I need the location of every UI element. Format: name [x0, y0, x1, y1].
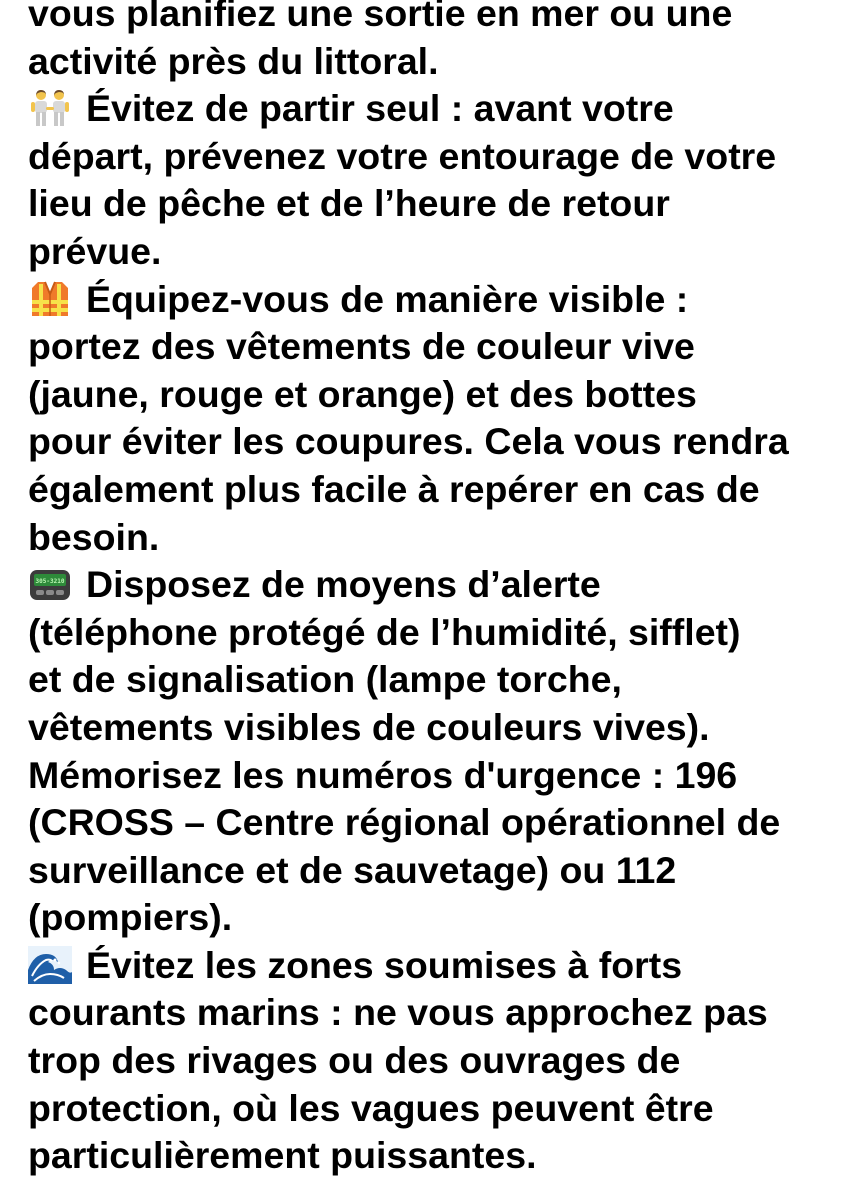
text-line: Mémorisez les numéros d'urgence : 196 — [28, 753, 738, 796]
text-line: portez des vêtements de couleur vive — [28, 325, 695, 368]
text-line: prévue. — [28, 229, 162, 272]
text-line: pour éviter les coupures. Cela vous rendra — [28, 420, 789, 463]
text-line-with-icon: Évitez les zones soumises à forts — [28, 942, 828, 990]
text-line: lieu de pêche et de l’heure de retour — [28, 182, 670, 225]
text-line-with-icon: 305-3210 Disposez de moyens d’alerte — [28, 561, 828, 609]
text-line: besoin. — [28, 515, 160, 558]
pager-display-text: 305-3210 — [35, 578, 65, 586]
text-line: trop des rivages ou des ouvrages de — [28, 1039, 681, 1082]
text-line-with-icon: Évitez de partir seul : avant votre — [28, 85, 828, 133]
text-line: particulièrement puissantes. — [28, 1134, 537, 1177]
text-line: (pompiers). — [28, 896, 233, 939]
safety-vest-icon — [28, 280, 72, 318]
message-text-block — [28, 0, 828, 1180]
two-people-holding-hands-icon — [28, 89, 72, 127]
text-line: (jaune, rouge et orange) et des bottes — [28, 372, 697, 415]
pager-icon — [28, 565, 72, 603]
text-line: également plus facile à repérer en cas de — [28, 467, 760, 510]
text-line: et de signalisation (lampe torche, — [28, 658, 622, 701]
text-line: protection, où les vagues peuvent être — [28, 1086, 714, 1129]
text-line: vous planifiez une sortie en mer ou une — [28, 0, 733, 34]
text-line: activité près du littoral. — [28, 39, 439, 82]
text-line: vêtements visibles de couleurs vives). — [28, 705, 710, 748]
text-line: courants marins : ne vous approchez pas — [28, 991, 768, 1034]
text-line: (téléphone protégé de l’humidité, sifflet) — [28, 610, 741, 653]
text-line: départ, prévenez votre entourage de votre — [28, 134, 777, 177]
text-line: surveillance et de sauvetage) ou 112 — [28, 848, 677, 891]
text-line-with-icon: Équipez-vous de manière visible : — [28, 276, 828, 324]
water-wave-icon — [28, 946, 72, 984]
text-line: (CROSS – Centre régional opérationnel de — [28, 801, 781, 844]
